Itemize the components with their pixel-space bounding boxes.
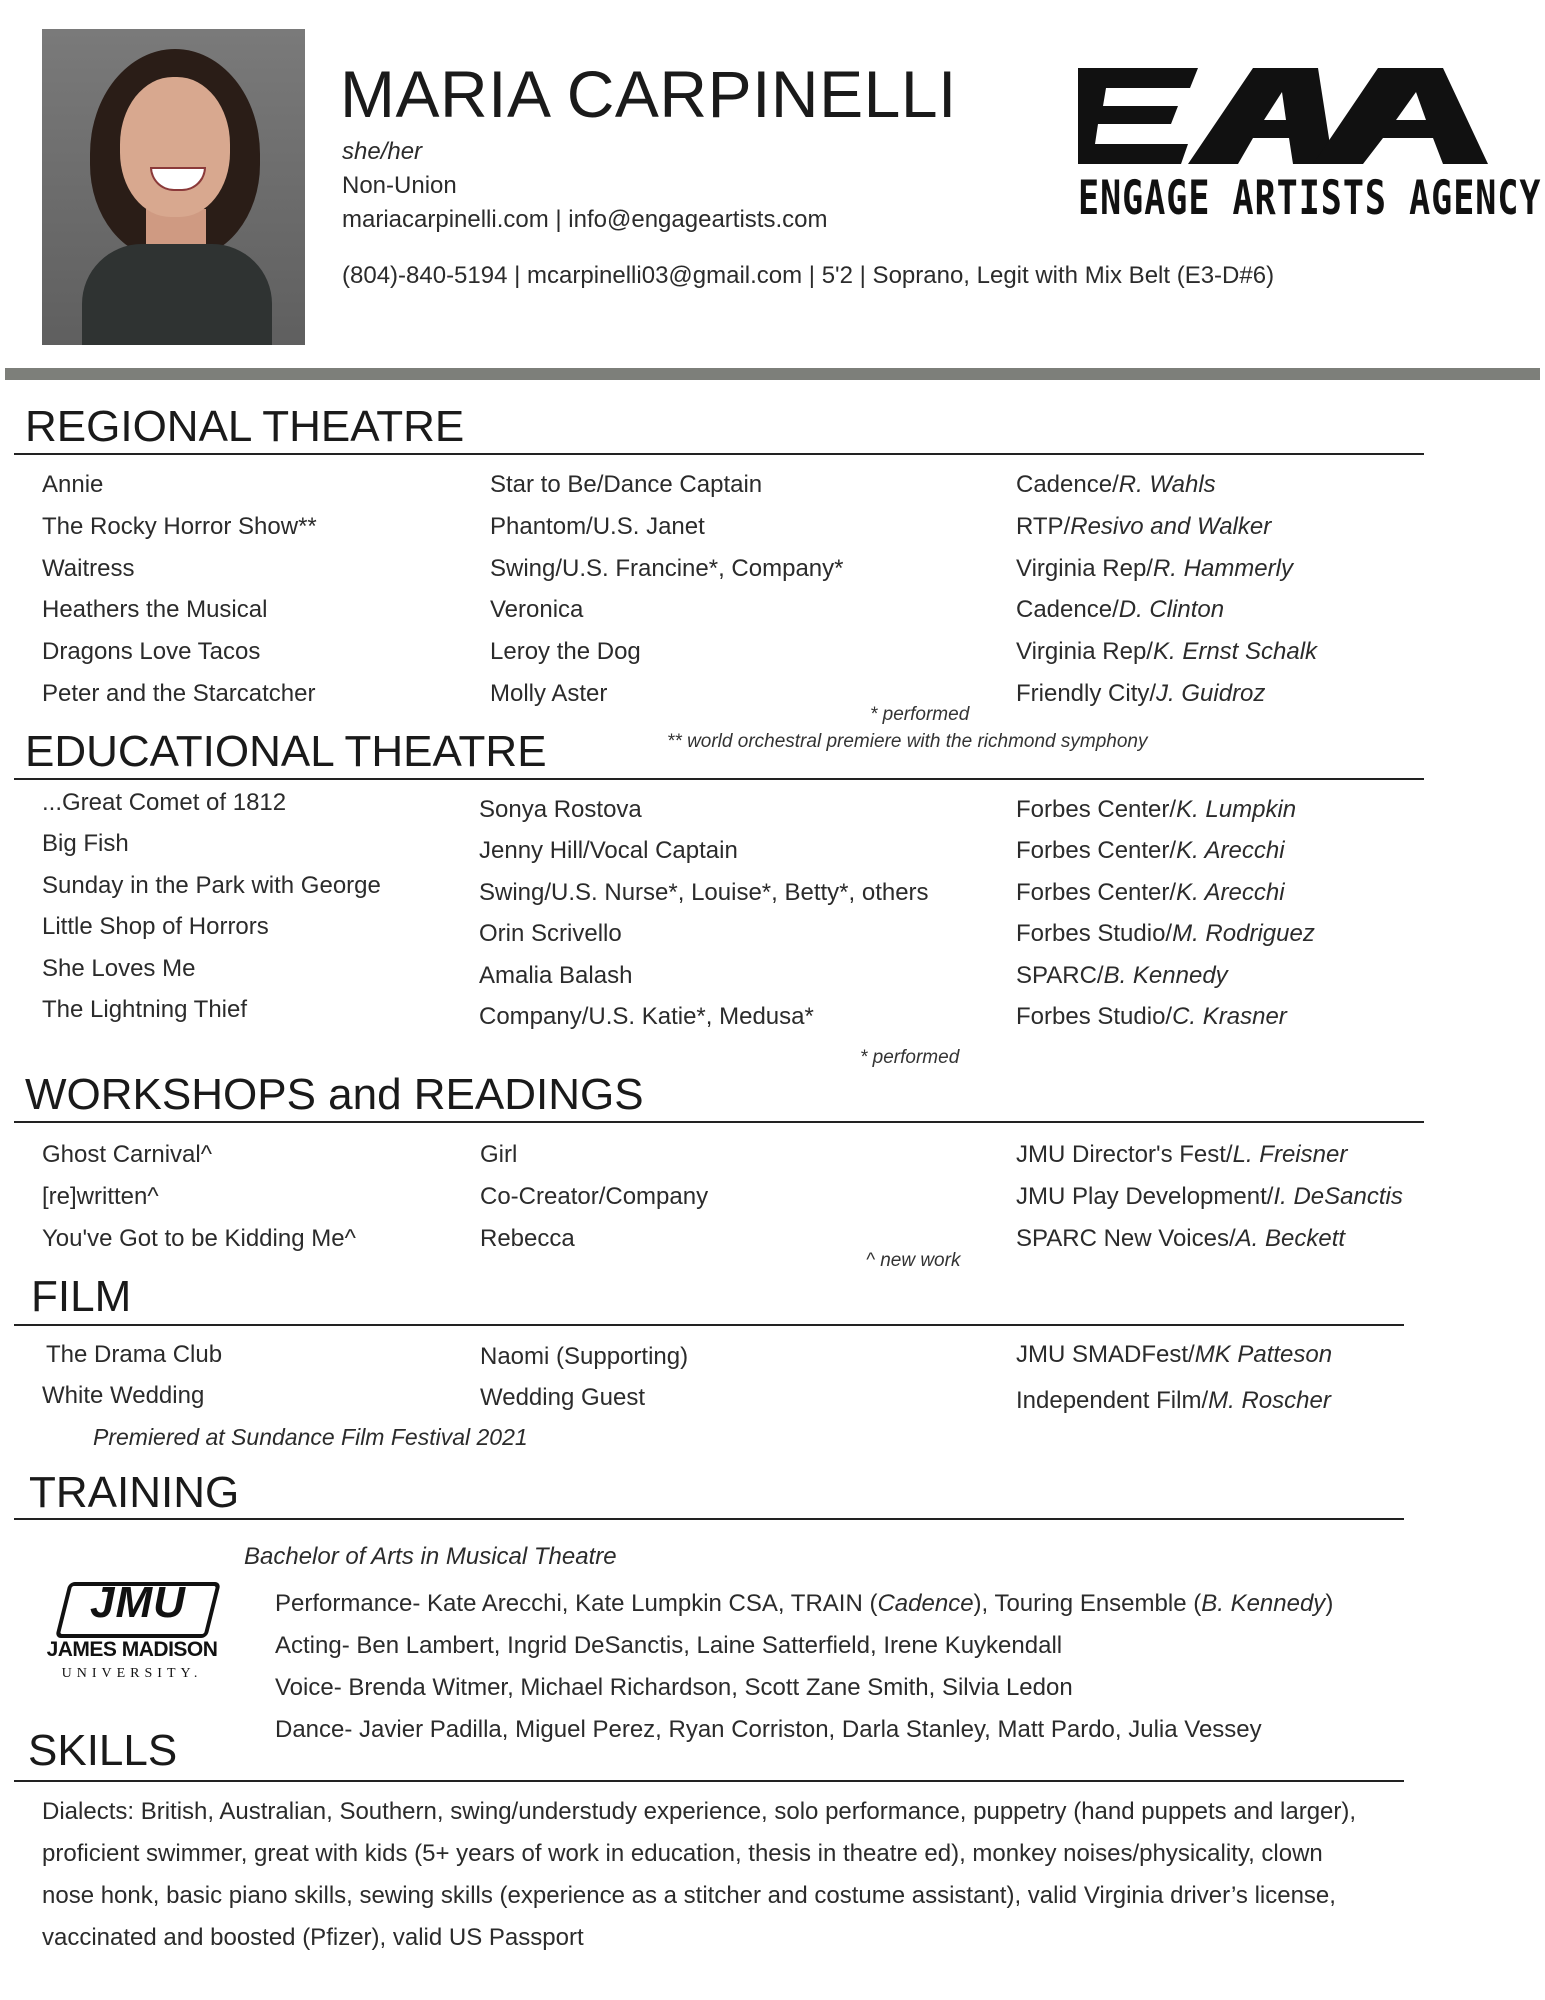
regional-role-4: Veronica xyxy=(490,596,584,623)
section-rule xyxy=(14,453,1424,455)
edu-show-2: Big Fish xyxy=(42,830,129,857)
edu-role-4: Orin Scrivello xyxy=(479,920,622,947)
edu-credit-3: Forbes Center/K. Arecchi xyxy=(1016,879,1285,906)
edu-show-6: The Lightning Thief xyxy=(42,996,248,1023)
section-rule xyxy=(14,1518,1404,1520)
regional-credit-5: Virginia Rep/K. Ernst Schalk xyxy=(1016,638,1318,665)
regional-credit-2: RTP/Resivo and Walker xyxy=(1016,513,1272,540)
film-credit-2: Independent Film/M. Roscher xyxy=(1016,1387,1331,1414)
edu-show-3: Sunday in the Park with George xyxy=(42,872,381,899)
regional-role-1: Star to Be/Dance Captain xyxy=(490,471,763,498)
agency-name: ENGAGE ARTISTS AGENCY xyxy=(1078,172,1542,226)
section-title-regional: REGIONAL THEATRE xyxy=(25,402,465,451)
skills-line-1: Dialects: British, Australian, Southern, swing/understudy experience, solo performance, puppetry (hand puppets and larger), xyxy=(42,1798,1357,1825)
workshop-note-new-work: ^ new work xyxy=(866,1250,961,1271)
edu-credit-4: Forbes Studio/M. Rodriguez xyxy=(1016,920,1315,947)
edu-credit-1: Forbes Center/K. Lumpkin xyxy=(1016,796,1297,823)
contact-details: (804)-840-5194 | mcarpinelli03@gmail.com | 5'2 | Soprano, Legit with Mix Belt (E3-D#6) xyxy=(342,262,1275,289)
edu-role-2: Jenny Hill/Vocal Captain xyxy=(479,837,738,864)
regional-note-premiere: ** world orchestral premiere with the richmond symphony xyxy=(667,731,1148,752)
regional-role-5: Leroy the Dog xyxy=(490,638,641,665)
regional-credit-6: Friendly City/J. Guidroz xyxy=(1016,680,1266,707)
training-degree: Bachelor of Arts in Musical Theatre xyxy=(244,1543,617,1570)
regional-credit-3: Virginia Rep/R. Hammerly xyxy=(1016,555,1293,582)
workshop-role-2: Co-Creator/Company xyxy=(480,1183,709,1210)
regional-show-5: Dragons Love Tacos xyxy=(42,638,261,665)
regional-credit-4: Cadence/D. Clinton xyxy=(1016,596,1225,623)
regional-show-1: Annie xyxy=(42,471,104,498)
workshop-credit-3: SPARC New Voices/A. Beckett xyxy=(1016,1225,1346,1252)
film-show-1: The Drama Club xyxy=(46,1341,223,1368)
eaa-logo-mark-icon xyxy=(1078,68,1488,168)
section-title-workshops: WORKSHOPS and READINGS xyxy=(25,1070,644,1119)
film-role-2: Wedding Guest xyxy=(480,1384,645,1411)
film-credit-1: JMU SMADFest/MK Patteson xyxy=(1016,1341,1333,1368)
workshop-credit-1: JMU Director's Fest/L. Freisner xyxy=(1016,1141,1348,1168)
regional-role-2: Phantom/U.S. Janet xyxy=(490,513,705,540)
skills-line-2: proficient swimmer, great with kids (5+ years of work in education, thesis in theatre ed), monkey noises/physicality, clown xyxy=(42,1840,1323,1867)
edu-role-5: Amalia Balash xyxy=(479,962,633,989)
film-show-2: White Wedding xyxy=(42,1382,205,1409)
jmu-logo xyxy=(32,1578,232,1692)
website-agency-email[interactable]: mariacarpinelli.com | info@engageartists.com xyxy=(342,206,828,233)
section-title-film: FILM xyxy=(31,1272,132,1321)
edu-show-1: ...Great Comet of 1812 xyxy=(42,789,287,816)
section-rule xyxy=(14,1121,1424,1123)
edu-role-3: Swing/U.S. Nurse*, Louise*, Betty*, others xyxy=(479,879,929,906)
film-note-sundance: Premiered at Sundance Film Festival 2021 xyxy=(93,1424,528,1450)
regional-role-3: Swing/U.S. Francine*, Company* xyxy=(490,555,844,582)
regional-role-6: Molly Aster xyxy=(490,680,608,707)
training-acting: Acting- Ben Lambert, Ingrid DeSanctis, Laine Satterfield, Irene Kuykendall xyxy=(275,1632,1063,1659)
edu-show-5: She Loves Me xyxy=(42,955,196,982)
training-voice: Voice- Brenda Witmer, Michael Richardson, Scott Zane Smith, Silvia Ledon xyxy=(275,1674,1073,1701)
edu-role-1: Sonya Rostova xyxy=(479,796,642,823)
edu-credit-6: Forbes Studio/C. Krasner xyxy=(1016,1003,1287,1030)
jmu-letters: JMU xyxy=(90,1578,186,1627)
edu-credit-2: Forbes Center/K. Arecchi xyxy=(1016,837,1285,864)
section-title-educational: EDUCATIONAL THEATRE xyxy=(25,727,547,776)
section-title-skills: SKILLS xyxy=(28,1726,178,1775)
workshop-show-2: [re]written^ xyxy=(42,1183,159,1210)
workshop-role-1: Girl xyxy=(480,1141,518,1168)
regional-show-3: Waitress xyxy=(42,555,135,582)
film-role-1: Naomi (Supporting) xyxy=(480,1343,689,1370)
actor-name: MARIA CARPINELLI xyxy=(340,57,957,131)
skills-line-4: vaccinated and boosted (Pfizer), valid US Passport xyxy=(42,1924,584,1951)
jmu-name: JAMES MADISON xyxy=(46,1638,218,1661)
agency-logo xyxy=(1078,68,1542,226)
pronouns: she/her xyxy=(342,138,423,165)
workshop-show-3: You've Got to be Kidding Me^ xyxy=(42,1225,356,1252)
training-dance: Dance- Javier Padilla, Miguel Perez, Ryan Corriston, Darla Stanley, Matt Pardo, Julia Vessey xyxy=(275,1716,1262,1743)
regional-note-performed: * performed xyxy=(870,704,970,725)
skills-line-3: nose honk, basic piano skills, sewing skills (experience as a stitcher and costume assistant), valid Virginia driver’s license, xyxy=(42,1882,1336,1909)
section-rule xyxy=(14,1324,1404,1326)
regional-show-4: Heathers the Musical xyxy=(42,596,268,623)
jmu-university: UNIVERSITY. xyxy=(61,1666,203,1681)
edu-show-4: Little Shop of Horrors xyxy=(42,913,269,940)
edu-role-6: Company/U.S. Katie*, Medusa* xyxy=(479,1003,814,1030)
regional-show-2: The Rocky Horror Show** xyxy=(42,513,317,540)
edu-note-performed: * performed xyxy=(860,1047,960,1068)
section-title-training: TRAINING xyxy=(29,1468,240,1517)
edu-credit-5: SPARC/B. Kennedy xyxy=(1016,962,1228,989)
header-divider-bar xyxy=(5,368,1540,380)
training-performance: Performance- Kate Arecchi, Kate Lumpkin CSA, TRAIN (Cadence), Touring Ensemble (B. Kennedy) xyxy=(275,1590,1334,1617)
union-status: Non-Union xyxy=(342,172,457,199)
headshot-photo xyxy=(42,29,305,345)
regional-show-6: Peter and the Starcatcher xyxy=(42,680,316,707)
workshop-show-1: Ghost Carnival^ xyxy=(42,1141,212,1168)
section-rule xyxy=(14,1780,1404,1782)
regional-credit-1: Cadence/R. Wahls xyxy=(1016,471,1216,498)
workshop-credit-2: JMU Play Development/I. DeSanctis xyxy=(1016,1183,1403,1210)
section-rule xyxy=(14,778,1424,780)
workshop-role-3: Rebecca xyxy=(480,1225,575,1252)
